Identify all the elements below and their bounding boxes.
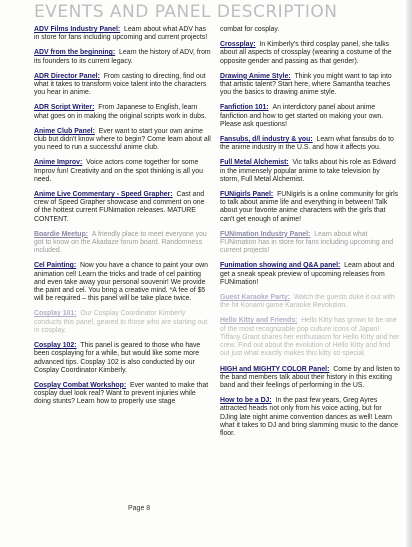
entry-title: Guest Karaoke Party: [220,294,291,302]
entry-title: Fanfiction 101: [220,104,269,112]
entry-adv-films [34,26,212,42]
entry-desc: Come by and listen to the band members talk about their history in this exciting band and their feelings of performing in the US. [220,365,400,389]
entry-title: Full Metal Alchemist: [220,159,289,167]
entry-title: Cosplay Combat Workshop: [34,381,127,389]
entry-karaoke [220,294,400,310]
entry-fanfiction [220,104,400,129]
entry-desc: Voice actors come together for some Improv fun! Creativity and on the spot thinking is all you need. [34,159,203,183]
entry-desc: Cast and crew of Speed Grapher showcase and comment on one of the hottest current FUNimation releases. MATURE CONTENT. [34,191,205,223]
page-title: EVENTS AND PANEL DESCRIPTION [34,2,338,22]
entry-title: How to be a DJ: [220,397,272,405]
entry-desc: FUNigirls is a online community for girls to talk about anime life and everything in between! Talk about your favorite anime characters with the girls that can't get enough of anime! [220,191,399,223]
entry-desc: Learn about what FUNimation has in store for fans including upcoming and current projects! [220,230,394,255]
entry-title: Hello Kitty and Friends: [220,317,298,325]
entry-live-commentary [34,191,212,224]
entry-title: Crossplay: [220,41,256,49]
entry-title: Anime Club Panel: [34,127,95,135]
entry-desc: This panel is geared to those who have been cosplaying for a while, but would like some more advanced tips. Cosplay 102 is also conducted by our Cosplay Coordinator Kimberly. [34,342,201,374]
entry-desc: Ever wanted to make that cosplay duel look real? Want to prevent injuries while doing stunts? Learn how to properly use stage [34,381,209,406]
entry-title: Anime Improv: [34,159,83,167]
entry-crossplay [220,41,400,66]
right-column [220,26,400,445]
entry-title: ADR Director Panel: [34,72,100,80]
entry-full-metal [220,159,400,184]
entry-combat-continued [220,26,400,34]
entry-title: Anime Live Commentary - Speed Grapher: [34,191,173,199]
entry-title: Funimation showing and Q&A panel: [220,262,341,270]
entry-adv-beginning [34,49,212,65]
entry-title: Cosplay 101: [34,310,77,318]
entry-fansubs [220,136,400,152]
entry-adr-script [34,104,212,120]
entry-desc: An interdictory panel about anime fanfiction and how to get started on making your own. Please ask questions! [220,104,384,128]
binding-edge [406,0,412,547]
entry-title: Fansubs, d/l industry & you: [220,136,313,144]
entry-desc: Vic talks about his role as Edward in the immensely popular anime to take television by storm, Full Metal Alchemist. [220,159,396,183]
entry-desc: Ever want to start your own anime club but didn't know where to begin? Come learn about all you need to run a successful anime club. [34,127,211,152]
entry-desc: In the past few years, Greg Ayres attracted heads not only from his voice acting, but for DJing late night anime convention dances as well! Learn what it takes to DJ and bring slamming music to the dance floor. [220,397,399,437]
entry-title: Cosplay 102: [34,342,77,350]
entry-title: ADV from the beginning: [34,49,116,57]
entry-title: ADV Films Industry Panel: [34,26,121,33]
entry-title: HIGH and MIGHTY COLOR Panel: [220,365,330,373]
entry-hello-kitty [220,317,400,358]
entry-desc: Learn about and get a sneak speak preview of upcoming releases from FUNimation! [220,262,395,286]
entry-desc: From Japanese to English, learn what goes on in making the original scripts work in dubs. [34,104,207,120]
entry-desc: Now you have a chance to paint your own animation cel! Learn the tricks and trade of cel painting and even take away your personal souvenir! We provide the paint and cel. You bring a creative mind. *A fee of $5 will be required – this panel will be take place twice. [34,262,208,303]
entry-funimation-industry [220,231,400,256]
entry-title: FUNigirls Panel: [220,191,274,199]
entry-desc: Learn the history of ADV, from its founders to its current legacy. [34,49,211,65]
entry-title: Drawing Anime Style: [220,72,291,80]
entry-anime-improv [34,159,212,184]
entry-desc: Watch the guests duke it out with the hit Konami game Karaoke Revolution. [220,294,395,310]
entry-high-mighty [220,366,400,391]
entry-boardie-meetup [34,231,212,256]
left-column [34,26,212,414]
entry-desc: A friendly place to meet everyone you got to know on the Akadaze forum board. Randomness included. [34,230,207,255]
entry-title: Cel Painting: [34,262,77,270]
entry-dj [220,397,400,438]
entry-desc: In Kimberly's third cosplay panel, she talks about all aspects of crossplay (wearing a costume of the opposite gender and passing as that gender). [220,41,392,65]
entry-desc: Our Cosplay Coordinator Kimberly conducts this panel, geared to those who are starting out in cosplay. [34,310,208,334]
entry-desc: Think you might want to tap into that artistic talent? Start here, where Samantha teaches you the basics to drawing anime style. [220,72,392,97]
entry-desc: combat for cosplay. [220,26,280,33]
entry-adr-director [34,73,212,98]
entry-title: Boardie Meetup: [34,230,88,238]
entry-cosplay-102 [34,342,212,375]
page-number: Page 8 [128,505,151,512]
entry-title: ADR Script Writer: [34,104,95,112]
entry-cosplay-combat [34,382,212,407]
entry-title: FUNimation Industry Panel: [220,230,311,238]
entry-desc: Hello Kitty has grown to be one of the most recognizable pop culture icons of Japan! Tiffany Grant shares her enthusiasm for Hello Kitty and her crew. Find out about the evolution of Hello Kitty and find out just what exactly makes this kitty so special. [220,317,400,358]
entry-funigirls [220,191,400,224]
entry-desc: From casting to directing, find out what it takes to transform voice talent into the characters you hear in anime. [34,72,207,97]
entry-desc: Learn about what ADV has in store for fans including upcoming and current projects! [34,26,208,42]
entry-anime-club [34,128,212,153]
entry-cosplay-101 [34,310,212,335]
entry-desc: Learn what fansubs do to the anime industry in the U.S. and how it affects you. [220,136,394,152]
entry-cel-painting [34,262,212,303]
entry-drawing-anime [220,73,400,98]
entry-funimation-qa [220,262,400,287]
